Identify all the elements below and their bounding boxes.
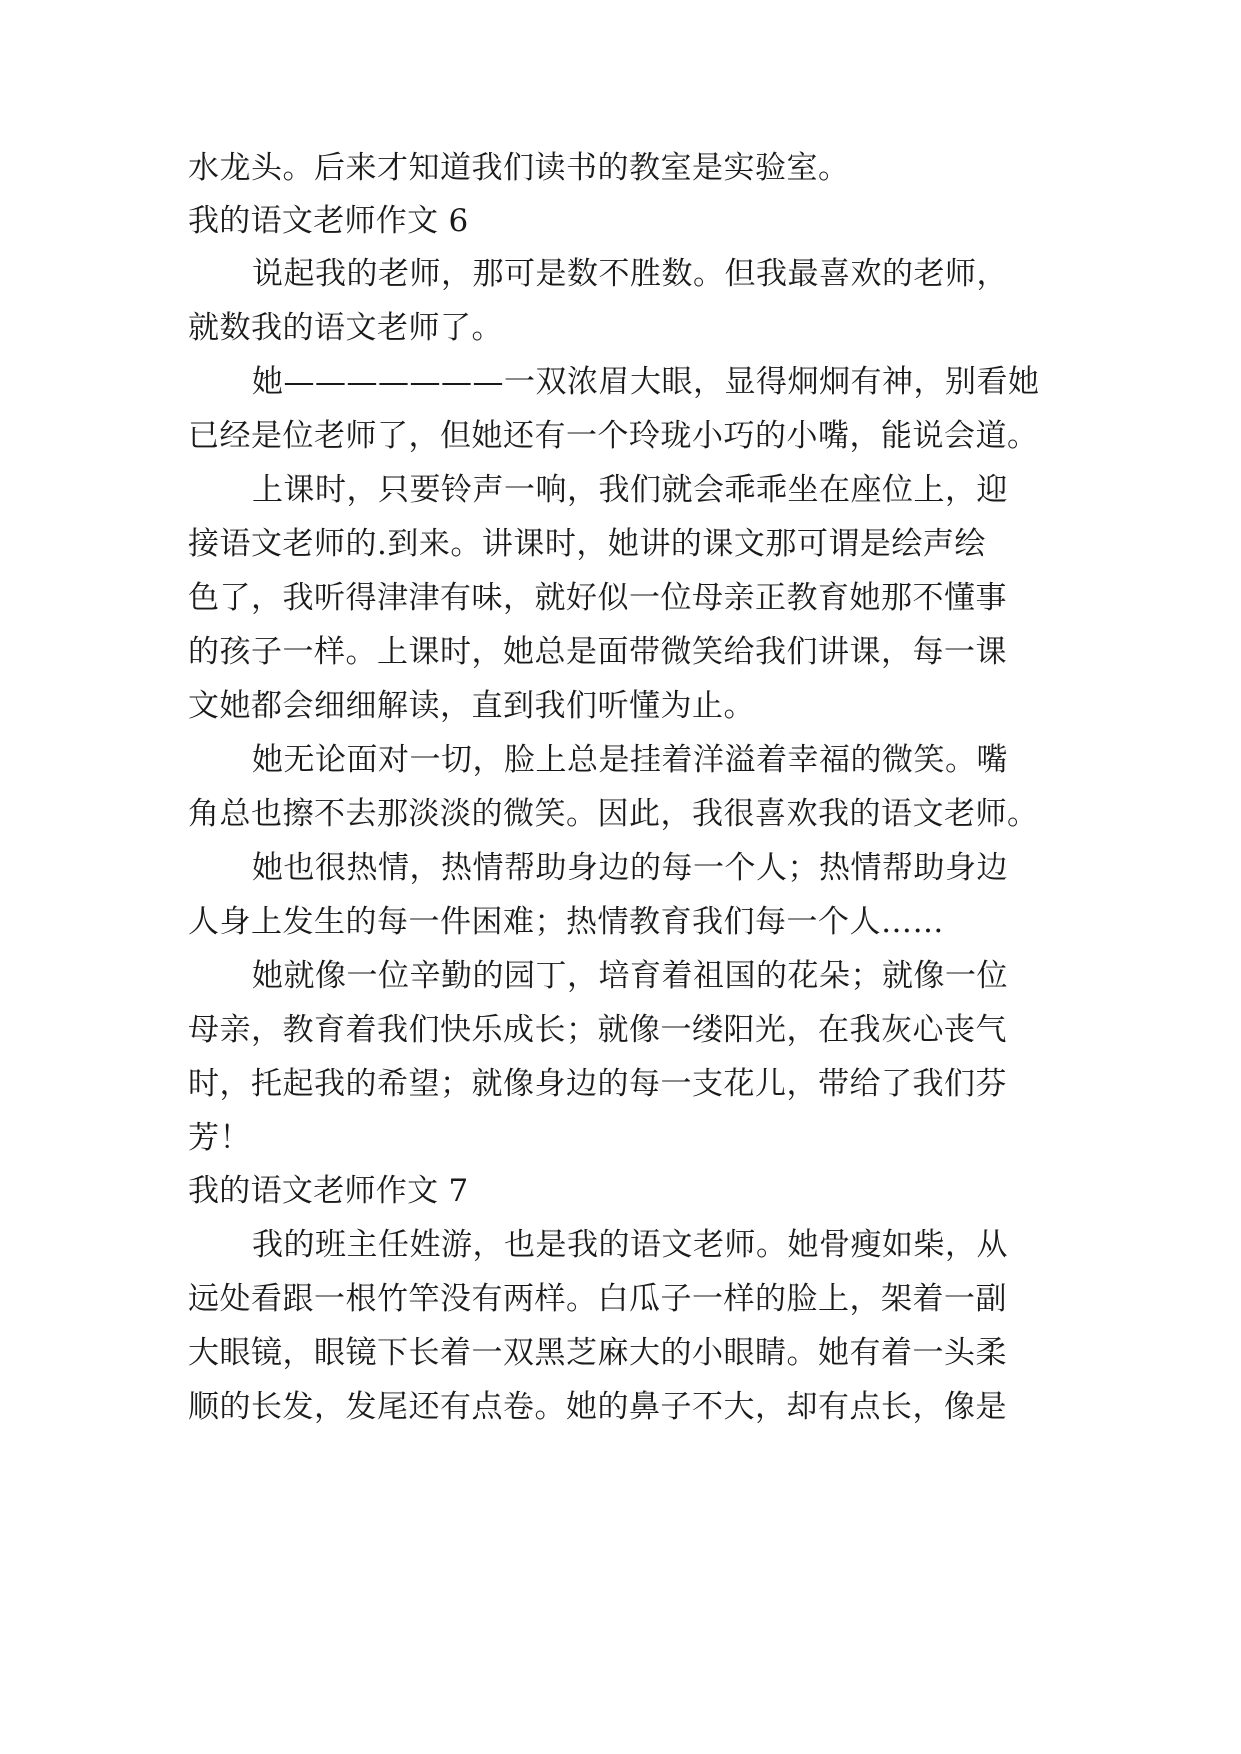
text-line: 水龙头。后来才知道我们读书的教室是实验室。 xyxy=(188,150,850,186)
text-line: 远处看跟一根竹竿没有两样。白瓜子一样的脸上，架着一副 xyxy=(188,1281,1007,1317)
text-line: 芳！ xyxy=(188,1120,251,1156)
text-line: 接语文老师的.到来。讲课时，她讲的课文那可谓是绘声绘 xyxy=(188,526,986,562)
paragraph-first-line: 上课时，只要铃声一响，我们就会乖乖坐在座位上，迎 xyxy=(252,472,1008,508)
text-line: 时，托起我的希望；就像身边的每一支花儿，带给了我们芬 xyxy=(188,1066,1007,1102)
text-line: 人身上发生的每一件困难；热情教育我们每一个人…… xyxy=(188,904,944,940)
section-heading: 我的语文老师作文 6 xyxy=(188,203,469,239)
section-heading: 我的语文老师作文 7 xyxy=(188,1173,469,1209)
text-line: 已经是位老师了，但她还有一个玲珑小巧的小嘴，能说会道。 xyxy=(188,418,1039,454)
paragraph-first-line: 她无论面对一切，脸上总是挂着洋溢着幸福的微笑。嘴 xyxy=(252,742,1008,778)
paragraph-first-line: 她就像一位辛勤的园丁，培育着祖国的花朵；就像一位 xyxy=(252,958,1008,994)
paragraph-first-line: 她也很热情，热情帮助身边的每一个人；热情帮助身边 xyxy=(252,850,1008,886)
paragraph-first-line: 我的班主任姓游，也是我的语文老师。她骨瘦如柴，从 xyxy=(252,1227,1008,1263)
text-line: 大眼镜，眼镜下长着一双黑芝麻大的小眼睛。她有着一头柔 xyxy=(188,1335,1007,1371)
paragraph-first-line: 她———————一双浓眉大眼，显得炯炯有神，别看她 xyxy=(252,364,1040,400)
text-line: 就数我的语文老师了。 xyxy=(188,310,503,346)
text-line: 色了，我听得津津有味，就好似一位母亲正教育她那不懂事 xyxy=(188,580,1007,616)
paragraph-first-line: 说起我的老师，那可是数不胜数。但我最喜欢的老师， xyxy=(252,256,1008,292)
text-line: 角总也擦不去那淡淡的微笑。因此，我很喜欢我的语文老师。 xyxy=(188,796,1039,832)
text-line: 文她都会细细解读，直到我们听懂为止。 xyxy=(188,688,755,724)
text-line: 顺的长发，发尾还有点卷。她的鼻子不大，却有点长，像是 xyxy=(188,1389,1007,1425)
text-line: 母亲，教育着我们快乐成长；就像一缕阳光，在我灰心丧气 xyxy=(188,1012,1007,1048)
text-line: 的孩子一样。上课时，她总是面带微笑给我们讲课，每一课 xyxy=(188,634,1007,670)
